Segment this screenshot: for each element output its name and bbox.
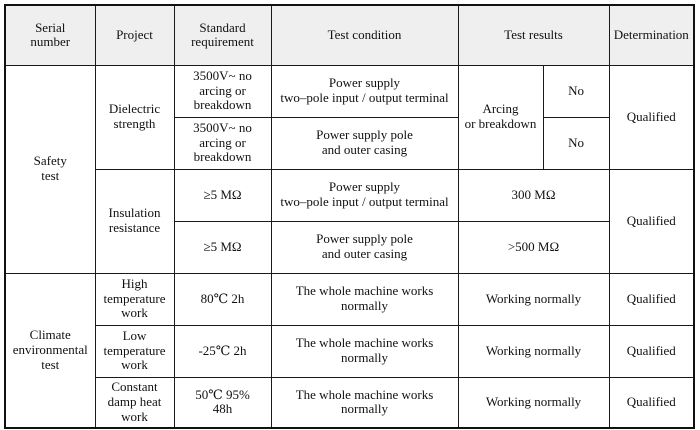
table-row [5, 65, 694, 117]
condition-cell: The whole machine works normally [271, 325, 458, 377]
standard-cell: 3500V~ no arcing or breakdown [174, 117, 271, 169]
arcing-breakdown-label: Arcing or breakdown [458, 65, 543, 169]
table-row [5, 377, 694, 428]
standard-cell: ≥5 MΩ [174, 169, 271, 221]
determination-cell: Qualified [609, 377, 694, 428]
header-test-condition: Test condition [271, 5, 458, 65]
project-cell: Low temperature work [95, 325, 174, 377]
climate-test-label: Climate environmental test [5, 273, 95, 428]
test-results-table [4, 4, 695, 429]
condition-cell: Power supply two–pole input / output terminal [271, 65, 458, 117]
condition-cell: Power supply pole and outer casing [271, 117, 458, 169]
standard-cell: -25℃ 2h [174, 325, 271, 377]
result-cell: Working normally [458, 325, 609, 377]
condition-cell: Power supply two–pole input / output terminal [271, 169, 458, 221]
table-row [5, 273, 694, 325]
determination-cell: Qualified [609, 65, 694, 169]
project-cell: High temperature work [95, 273, 174, 325]
dielectric-strength-project: Dielectric strength [95, 65, 174, 169]
standard-cell: 50℃ 95% 48h [174, 377, 271, 428]
header-test-results: Test results [458, 5, 609, 65]
result-value-cell: No [543, 65, 609, 117]
standard-cell: 80℃ 2h [174, 273, 271, 325]
standard-cell: ≥5 MΩ [174, 221, 271, 273]
header-determination: Determination [609, 5, 694, 65]
project-cell: Constant damp heat work [95, 377, 174, 428]
result-cell: Working normally [458, 377, 609, 428]
table-row [5, 325, 694, 377]
determination-cell: Qualified [609, 273, 694, 325]
condition-cell: The whole machine works normally [271, 377, 458, 428]
insulation-resistance-project: Insulation resistance [95, 169, 174, 273]
header-project: Project [95, 5, 174, 65]
condition-cell: Power supply pole and outer casing [271, 221, 458, 273]
safety-test-label: Safety test [5, 65, 95, 273]
header-standard-requirement: Standard requirement [174, 5, 271, 65]
result-value-cell: No [543, 117, 609, 169]
standard-cell: 3500V~ no arcing or breakdown [174, 65, 271, 117]
result-cell: >500 MΩ [458, 221, 609, 273]
determination-cell: Qualified [609, 169, 694, 273]
table-row [5, 169, 694, 221]
header-row [5, 5, 694, 65]
condition-cell: The whole machine works normally [271, 273, 458, 325]
determination-cell: Qualified [609, 325, 694, 377]
result-cell: Working normally [458, 273, 609, 325]
result-cell: 300 MΩ [458, 169, 609, 221]
header-serial-number: Serial number [5, 5, 95, 65]
